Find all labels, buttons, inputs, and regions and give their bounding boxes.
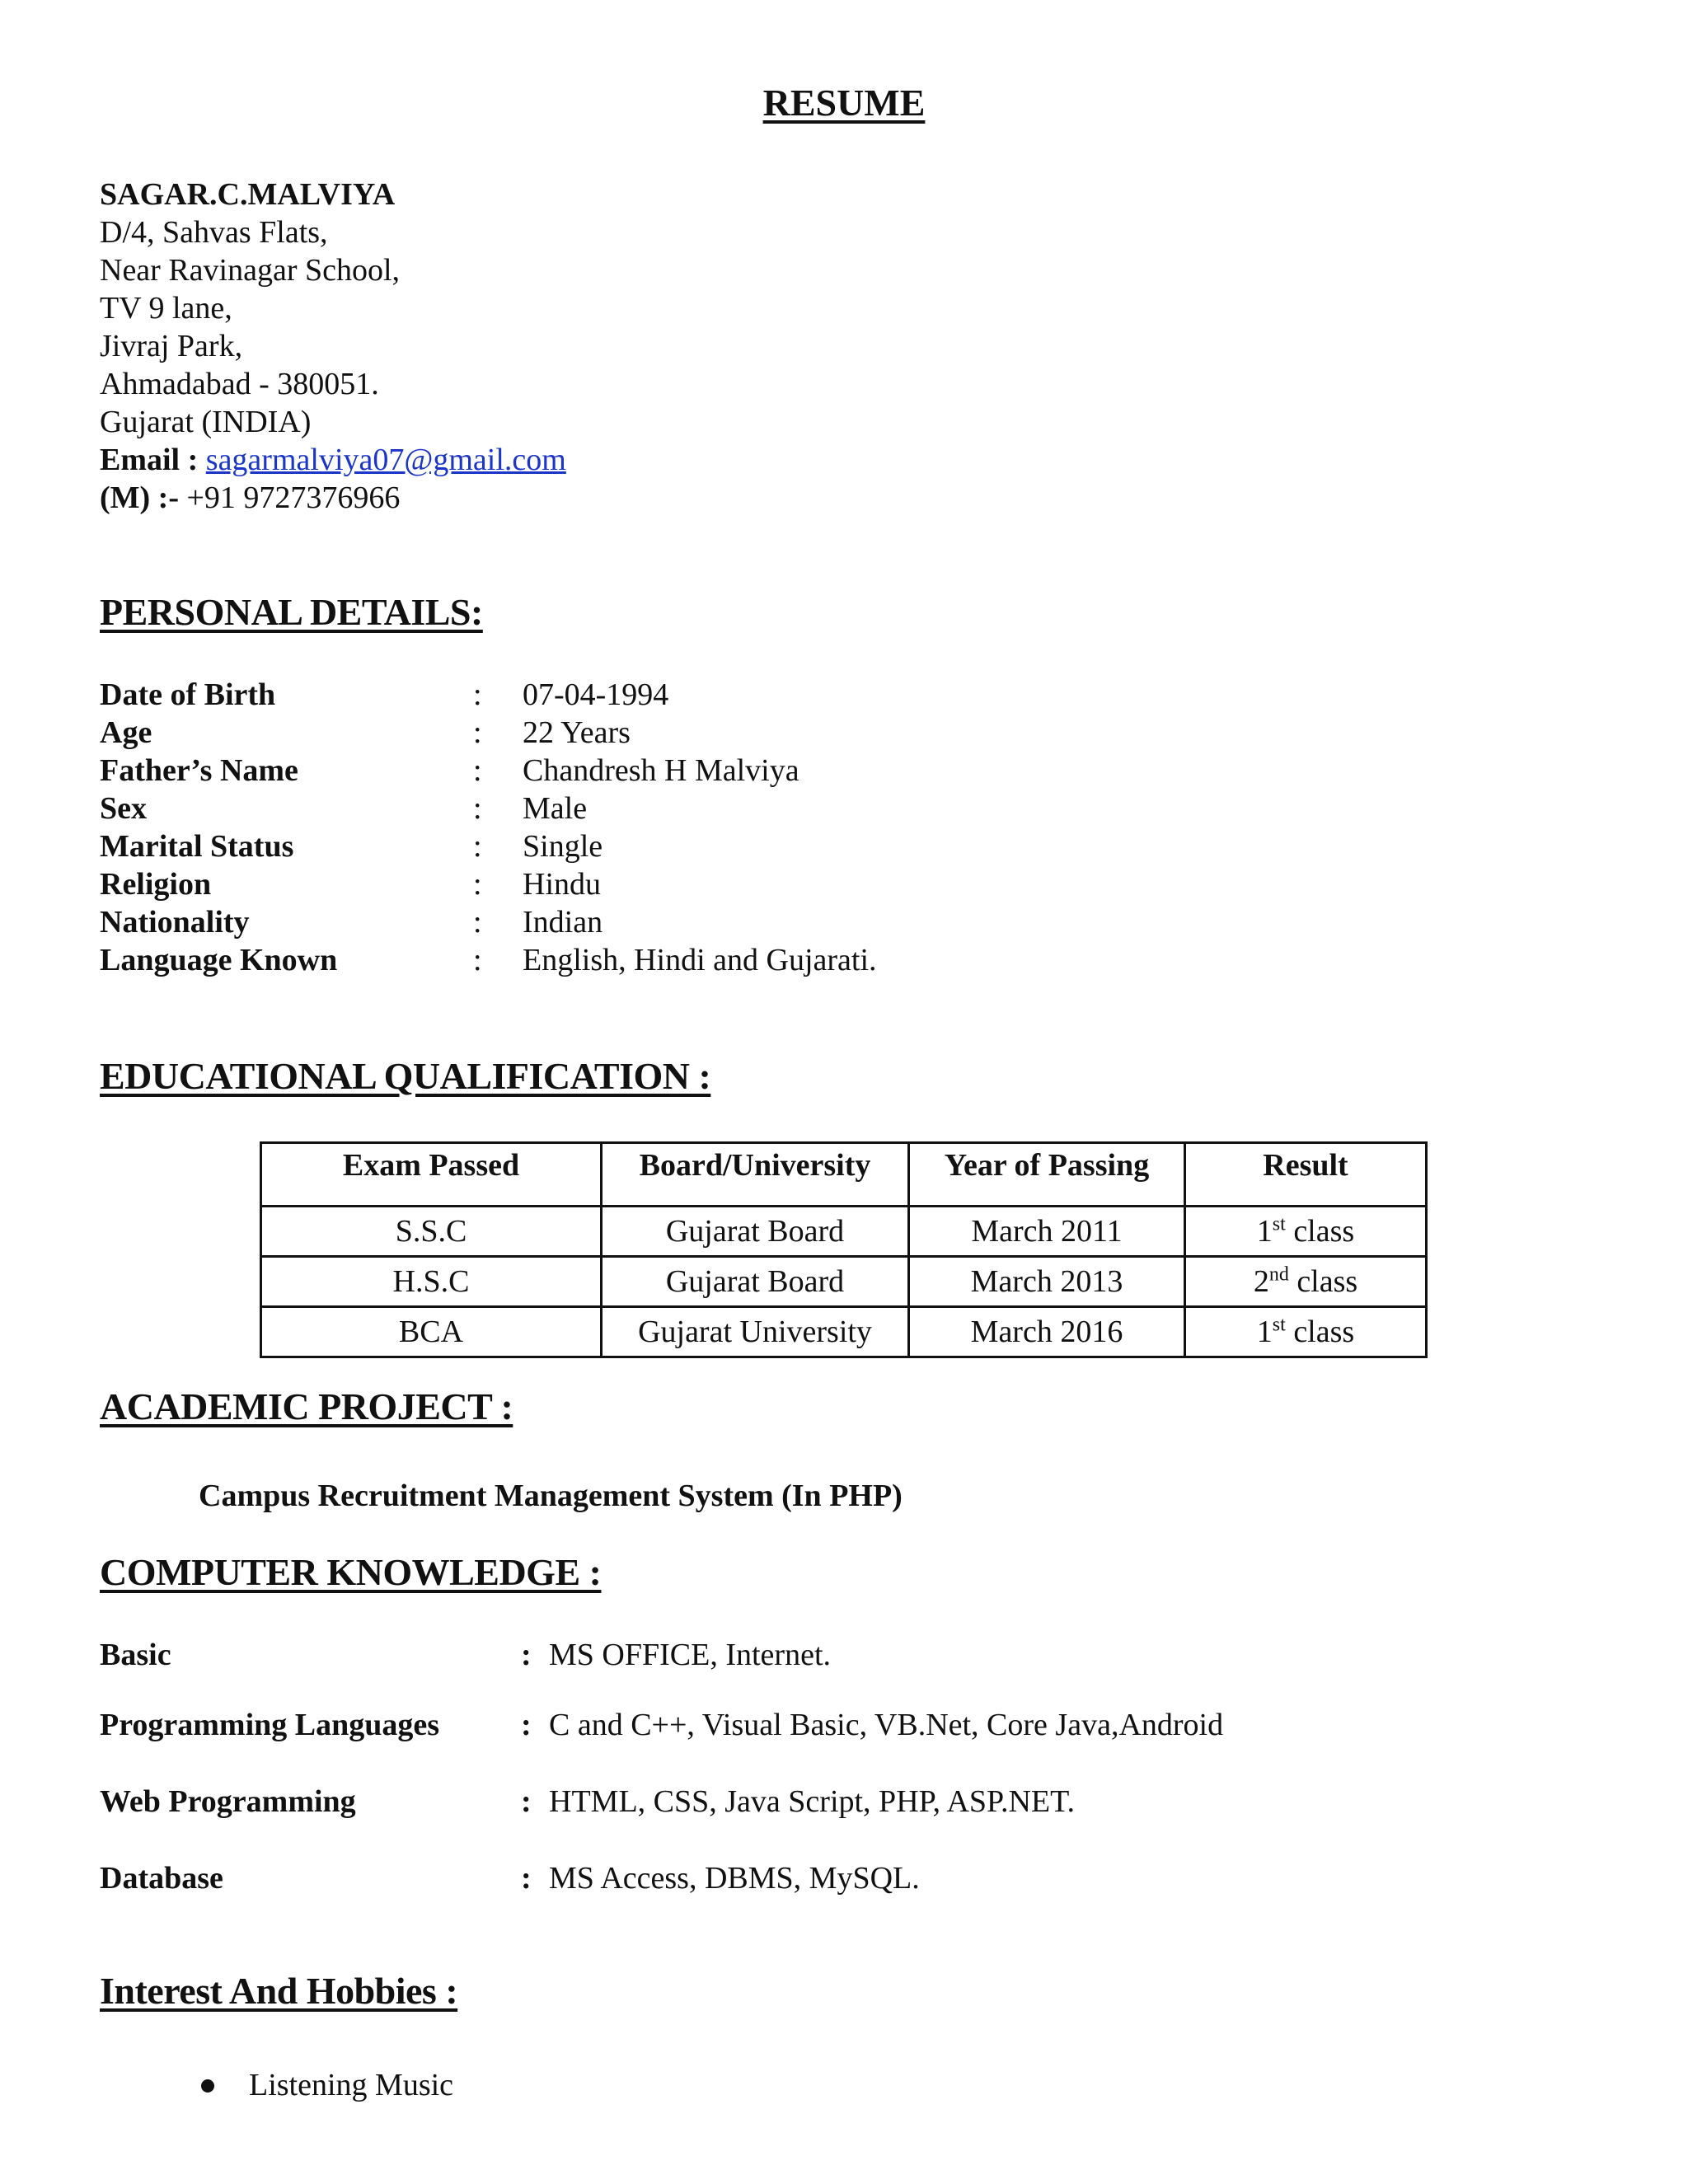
project-title: Campus Recruitment Management System (In PHP) [199,1479,903,1513]
year-cell: March 2016 [909,1307,1185,1357]
table-header-row [261,1143,1427,1207]
hobby-item: Listening Music [249,2068,454,2102]
result-cell: 2nd class [1185,1257,1427,1307]
personal-label: Father’s Name [100,753,298,788]
skill-separator: : [521,1708,532,1742]
personal-value: Hindu [523,867,601,902]
personal-value: 22 Years [523,715,631,750]
email-label: Email : [100,443,199,477]
board-cell: Gujarat Board [602,1207,909,1257]
personal-value: Single [523,829,603,864]
result-cell: 1st class [1185,1307,1427,1357]
personal-separator: : [473,677,482,712]
personal-label: Sex [100,791,147,826]
column-header: Result [1185,1143,1427,1207]
personal-separator: : [473,791,482,826]
personal-value: 07-04-1994 [523,677,669,712]
personal-label: Date of Birth [100,677,276,712]
address-line: Gujarat (INDIA) [100,405,312,439]
hobbies-heading: Interest And Hobbies : [100,1970,458,2012]
exam-cell: S.S.C [261,1207,602,1257]
personal-label: Religion [100,867,212,902]
personal-separator: : [473,943,482,977]
table-row [261,1307,1427,1357]
address-line: Jivraj Park, [100,329,243,363]
skill-value: C and C++, Visual Basic, VB.Net, Core Java,Android [549,1708,1224,1742]
mobile-row [100,479,400,517]
skill-separator: : [521,1861,532,1896]
exam-cell: H.S.C [261,1257,602,1307]
skill-label: Basic [100,1638,171,1672]
resume-title: RESUME [762,82,926,124]
board-cell: Gujarat University [602,1307,909,1357]
personal-value: English, Hindi and Gujarati. [523,943,877,977]
skill-separator: : [521,1638,532,1672]
result-cell: 1st class [1185,1207,1427,1257]
personal-value: Indian [523,905,603,940]
skill-label: Web Programming [100,1784,356,1819]
personal-value: Male [523,791,588,826]
table-row [261,1207,1427,1257]
skill-value: MS OFFICE, Internet. [549,1638,831,1672]
personal-value: Chandresh H Malviya [523,753,799,788]
email-row [100,441,566,479]
address-line: D/4, Sahvas Flats, [100,215,328,250]
skill-label: Database [100,1861,223,1896]
personal-separator: : [473,829,482,864]
address-line: Ahmadabad - 380051. [100,367,379,401]
table-row [261,1257,1427,1307]
skill-label: Programming Languages [100,1708,440,1742]
skill-value: MS Access, DBMS, MySQL. [549,1861,920,1896]
column-header: Year of Passing [909,1143,1185,1207]
personal-separator: : [473,753,482,788]
personal-label: Nationality [100,905,250,940]
personal-label: Marital Status [100,829,294,864]
education-table [260,1141,1428,1358]
skill-value: HTML, CSS, Java Script, PHP, ASP.NET. [549,1784,1076,1819]
exam-cell: BCA [261,1307,602,1357]
education-heading: EDUCATIONAL QUALIFICATION : [100,1055,711,1097]
year-cell: March 2011 [909,1207,1185,1257]
personal-details-heading: PERSONAL DETAILS: [100,591,483,633]
column-header: Exam Passed [261,1143,602,1207]
address-line: TV 9 lane, [100,291,232,326]
computer-knowledge-heading: COMPUTER KNOWLEDGE : [100,1551,602,1593]
personal-separator: : [473,867,482,902]
bullet-icon [201,2079,214,2093]
personal-label: Language Known [100,943,338,977]
skill-separator: : [521,1784,532,1819]
project-heading: ACADEMIC PROJECT : [100,1385,513,1427]
column-header: Board/University [602,1143,909,1207]
personal-separator: : [473,905,482,940]
candidate-name: SAGAR.C.MALVIYA [100,177,396,212]
email-link[interactable]: sagarmalviya07@gmail.com [205,443,566,477]
year-cell: March 2013 [909,1257,1185,1307]
address-line: Near Ravinagar School, [100,253,401,288]
mobile-label: (M) :- [100,480,179,515]
personal-separator: : [473,715,482,750]
personal-label: Age [100,715,152,750]
mobile-number: +91 9727376966 [186,480,401,515]
board-cell: Gujarat Board [602,1257,909,1307]
